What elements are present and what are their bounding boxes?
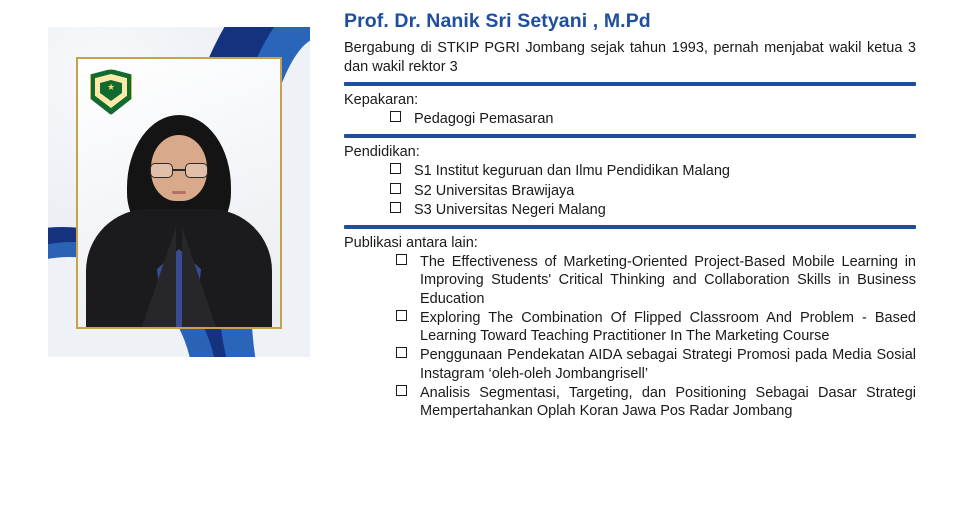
section-publications-heading: Publikasi antara lain: xyxy=(344,235,478,252)
profile-photo-card xyxy=(48,27,310,357)
expertise-list xyxy=(344,110,916,128)
list-item xyxy=(390,110,916,128)
checkbox-bullet-icon xyxy=(396,310,407,321)
page-title: Prof. Dr. Nanik Sri Setyani , M.Pd xyxy=(344,10,651,32)
glasses-icon xyxy=(150,163,208,179)
list-item xyxy=(390,182,916,200)
divider-2 xyxy=(344,134,916,138)
section-education xyxy=(344,144,916,219)
list-item-label: Penggunaan Pendekatan AIDA sebagai Strategi Promosi pada Media Sosial Instagram ‘oleh-oleh Jombangrisell’ xyxy=(420,347,916,382)
profile-details xyxy=(344,10,916,422)
checkbox-bullet-icon xyxy=(396,254,407,265)
lapel-left xyxy=(142,227,176,327)
list-item xyxy=(390,201,916,219)
photo-frame xyxy=(76,57,282,329)
checkbox-bullet-icon xyxy=(396,385,407,396)
checkbox-bullet-icon xyxy=(390,163,401,174)
section-expertise xyxy=(344,92,916,128)
checkbox-bullet-icon xyxy=(396,347,407,358)
list-item xyxy=(396,253,916,308)
list-item-label: S2 Universitas Brawijaya xyxy=(414,182,575,199)
checkbox-bullet-icon xyxy=(390,202,401,213)
publications-list xyxy=(344,253,916,420)
list-item-label: S1 Institut keguruan dan Ilmu Pendidikan Malang xyxy=(414,163,730,180)
section-publications xyxy=(344,235,916,420)
checkbox-bullet-icon xyxy=(390,111,401,122)
list-item xyxy=(396,346,916,383)
portrait-figure xyxy=(78,59,280,327)
section-education-heading: Pendidikan: xyxy=(344,144,420,161)
mouth-shape xyxy=(172,191,186,194)
divider-1 xyxy=(344,82,916,86)
blazer-shape xyxy=(86,209,272,327)
list-item-label: S3 Universitas Negeri Malang xyxy=(414,201,606,218)
lapel-right xyxy=(182,227,216,327)
list-item xyxy=(390,162,916,180)
list-item xyxy=(396,384,916,421)
list-item-label: The Effectiveness of Marketing-Oriented Project-Based Mobile Learning in Improving Students' Critical Thinking and Collaboration Skills in Business Education xyxy=(420,254,916,307)
list-item-label: Analisis Segmentasi, Targeting, dan Positioning Sebagai Dasar Strategi Mempertahankan Oplah Koran Jawa Pos Radar Jombang xyxy=(420,385,916,420)
institution-logo-icon: ★ xyxy=(90,69,132,115)
profile-bio: Bergabung di STKIP PGRI Jombang sejak tahun 1993, pernah menjabat wakil ketua 3 dan wakil rektor 3 xyxy=(344,40,916,75)
section-expertise-heading: Kepakaran: xyxy=(344,92,419,109)
divider-3 xyxy=(344,225,916,229)
list-item-label: Exploring The Combination Of Flipped Classroom And Problem - Based Learning Toward Teaching Practitioner In The Marketing Course xyxy=(420,309,916,345)
education-list xyxy=(344,162,916,219)
list-item xyxy=(396,309,916,346)
checkbox-bullet-icon xyxy=(390,183,401,194)
list-item-label: Pedagogi Pemasaran xyxy=(414,111,554,128)
